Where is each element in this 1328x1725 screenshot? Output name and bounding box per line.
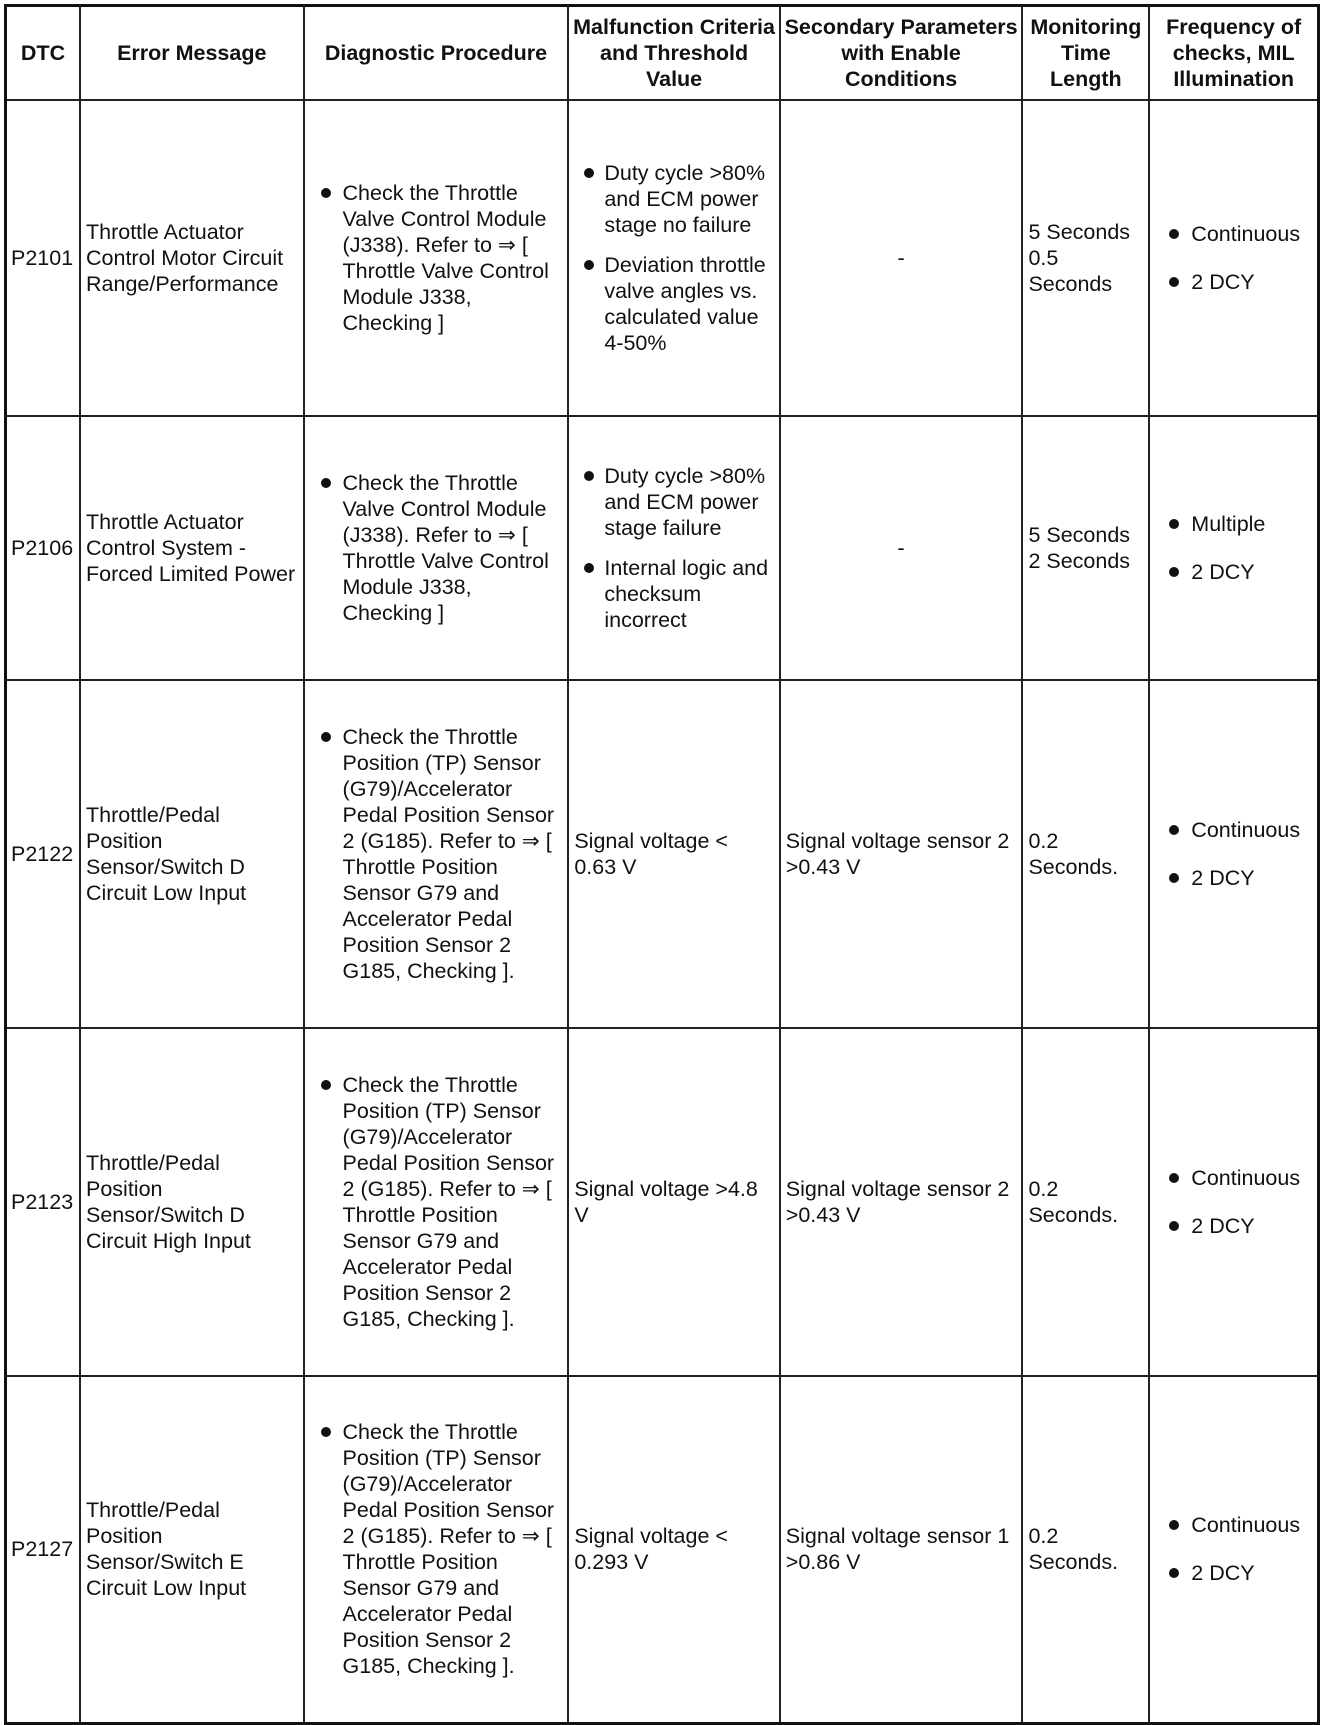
dtc-code: P2127: [6, 1376, 81, 1723]
header-dtc: DTC: [6, 6, 81, 101]
monitoring-time: 0.2 Seconds.: [1022, 680, 1149, 1028]
procedure-item: Check the Throttle Position (TP) Sensor (G79)/Accelerator Pedal Position Sensor 2 (G185). Refer to ⇒ [ Throttle Position Sensor G79 and Accelerator Pedal Position Sensor 2 G185, Checking ].: [310, 1072, 563, 1332]
criteria-item: Internal logic and checksum incorrect: [574, 555, 773, 633]
diagnostic-procedure: [304, 1028, 569, 1376]
frequency: [1149, 1028, 1318, 1376]
frequency-item: Continuous: [1155, 817, 1312, 843]
malfunction-criteria: [568, 416, 779, 680]
secondary-parameters: Signal voltage sensor 2 >0.43 V: [780, 1028, 1023, 1376]
procedure-item: Check the Throttle Valve Control Module (J338). Refer to ⇒ [ Throttle Valve Control Module J338, Checking ]: [310, 470, 563, 626]
header-row: [6, 6, 1319, 101]
table-row: [6, 680, 1319, 1028]
frequency: [1149, 680, 1318, 1028]
dtc-table: [4, 4, 1320, 1725]
criteria-item: Deviation throttle valve angles vs. calculated value 4-50%: [574, 252, 773, 356]
dtc-code: P2101: [6, 100, 81, 416]
diagnostic-procedure: [304, 680, 569, 1028]
monitoring-time: 5 Seconds 2 Seconds: [1022, 416, 1149, 680]
secondary-parameters: -: [780, 100, 1023, 416]
frequency-item: Multiple: [1155, 511, 1312, 537]
procedure-item: Check the Throttle Position (TP) Sensor (G79)/Accelerator Pedal Position Sensor 2 (G185). Refer to ⇒ [ Throttle Position Sensor G79 and Accelerator Pedal Position Sensor 2 G185, Checking ].: [310, 1419, 563, 1679]
table-row: [6, 416, 1319, 680]
monitoring-time: 0.2 Seconds.: [1022, 1376, 1149, 1723]
monitoring-time: 0.2 Seconds.: [1022, 1028, 1149, 1376]
frequency-item: Continuous: [1155, 1165, 1312, 1191]
diagnostic-procedure: [304, 1376, 569, 1723]
frequency: [1149, 416, 1318, 680]
diagnostic-procedure: [304, 100, 569, 416]
table-row: [6, 1028, 1319, 1376]
dtc-code: P2122: [6, 680, 81, 1028]
secondary-parameters: Signal voltage sensor 1 >0.86 V: [780, 1376, 1023, 1723]
error-message: Throttle/Pedal Position Sensor/Switch D Circuit Low Input: [80, 680, 304, 1028]
frequency-item: 2 DCY: [1155, 1213, 1312, 1239]
secondary-parameters: -: [780, 416, 1023, 680]
frequency-item: Continuous: [1155, 221, 1312, 247]
header-monitoring-time: Monitoring Time Length: [1022, 6, 1149, 101]
frequency-item: 2 DCY: [1155, 1560, 1312, 1586]
procedure-item: Check the Throttle Position (TP) Sensor (G79)/Accelerator Pedal Position Sensor 2 (G185). Refer to ⇒ [ Throttle Position Sensor G79 and Accelerator Pedal Position Sensor 2 G185, Checking ].: [310, 724, 563, 984]
procedure-item: Check the Throttle Valve Control Module (J338). Refer to ⇒ [ Throttle Valve Control Module J338, Checking ]: [310, 180, 563, 336]
error-message: Throttle Actuator Control Motor Circuit Range/Performance: [80, 100, 304, 416]
error-message: Throttle/Pedal Position Sensor/Switch D Circuit High Input: [80, 1028, 304, 1376]
criteria-item: Duty cycle >80% and ECM power stage no failure: [574, 160, 773, 238]
header-error-message: Error Message: [80, 6, 304, 101]
table-row: [6, 1376, 1319, 1723]
secondary-parameters: Signal voltage sensor 2 >0.43 V: [780, 680, 1023, 1028]
frequency-item: 2 DCY: [1155, 559, 1312, 585]
monitoring-time: 5 Seconds 0.5 Seconds: [1022, 100, 1149, 416]
dtc-code: P2106: [6, 416, 81, 680]
malfunction-criteria: Signal voltage < 0.63 V: [568, 680, 779, 1028]
frequency-item: 2 DCY: [1155, 269, 1312, 295]
header-diagnostic-procedure: Diagnostic Procedure: [304, 6, 569, 101]
frequency-item: Continuous: [1155, 1512, 1312, 1538]
diagnostic-procedure: [304, 416, 569, 680]
malfunction-criteria: Signal voltage < 0.293 V: [568, 1376, 779, 1723]
malfunction-criteria: [568, 100, 779, 416]
dtc-code: P2123: [6, 1028, 81, 1376]
frequency: [1149, 1376, 1318, 1723]
table-row: [6, 100, 1319, 416]
frequency: [1149, 100, 1318, 416]
header-frequency: Frequency of checks, MIL Illumination: [1149, 6, 1318, 101]
malfunction-criteria: Signal voltage >4.8 V: [568, 1028, 779, 1376]
criteria-item: Duty cycle >80% and ECM power stage failure: [574, 463, 773, 541]
error-message: Throttle/Pedal Position Sensor/Switch E Circuit Low Input: [80, 1376, 304, 1723]
header-malfunction-criteria: Malfunction Criteria and Threshold Value: [568, 6, 779, 101]
frequency-item: 2 DCY: [1155, 865, 1312, 891]
error-message: Throttle Actuator Control System - Forced Limited Power: [80, 416, 304, 680]
header-secondary-parameters: Secondary Parameters with Enable Conditions: [780, 6, 1023, 101]
